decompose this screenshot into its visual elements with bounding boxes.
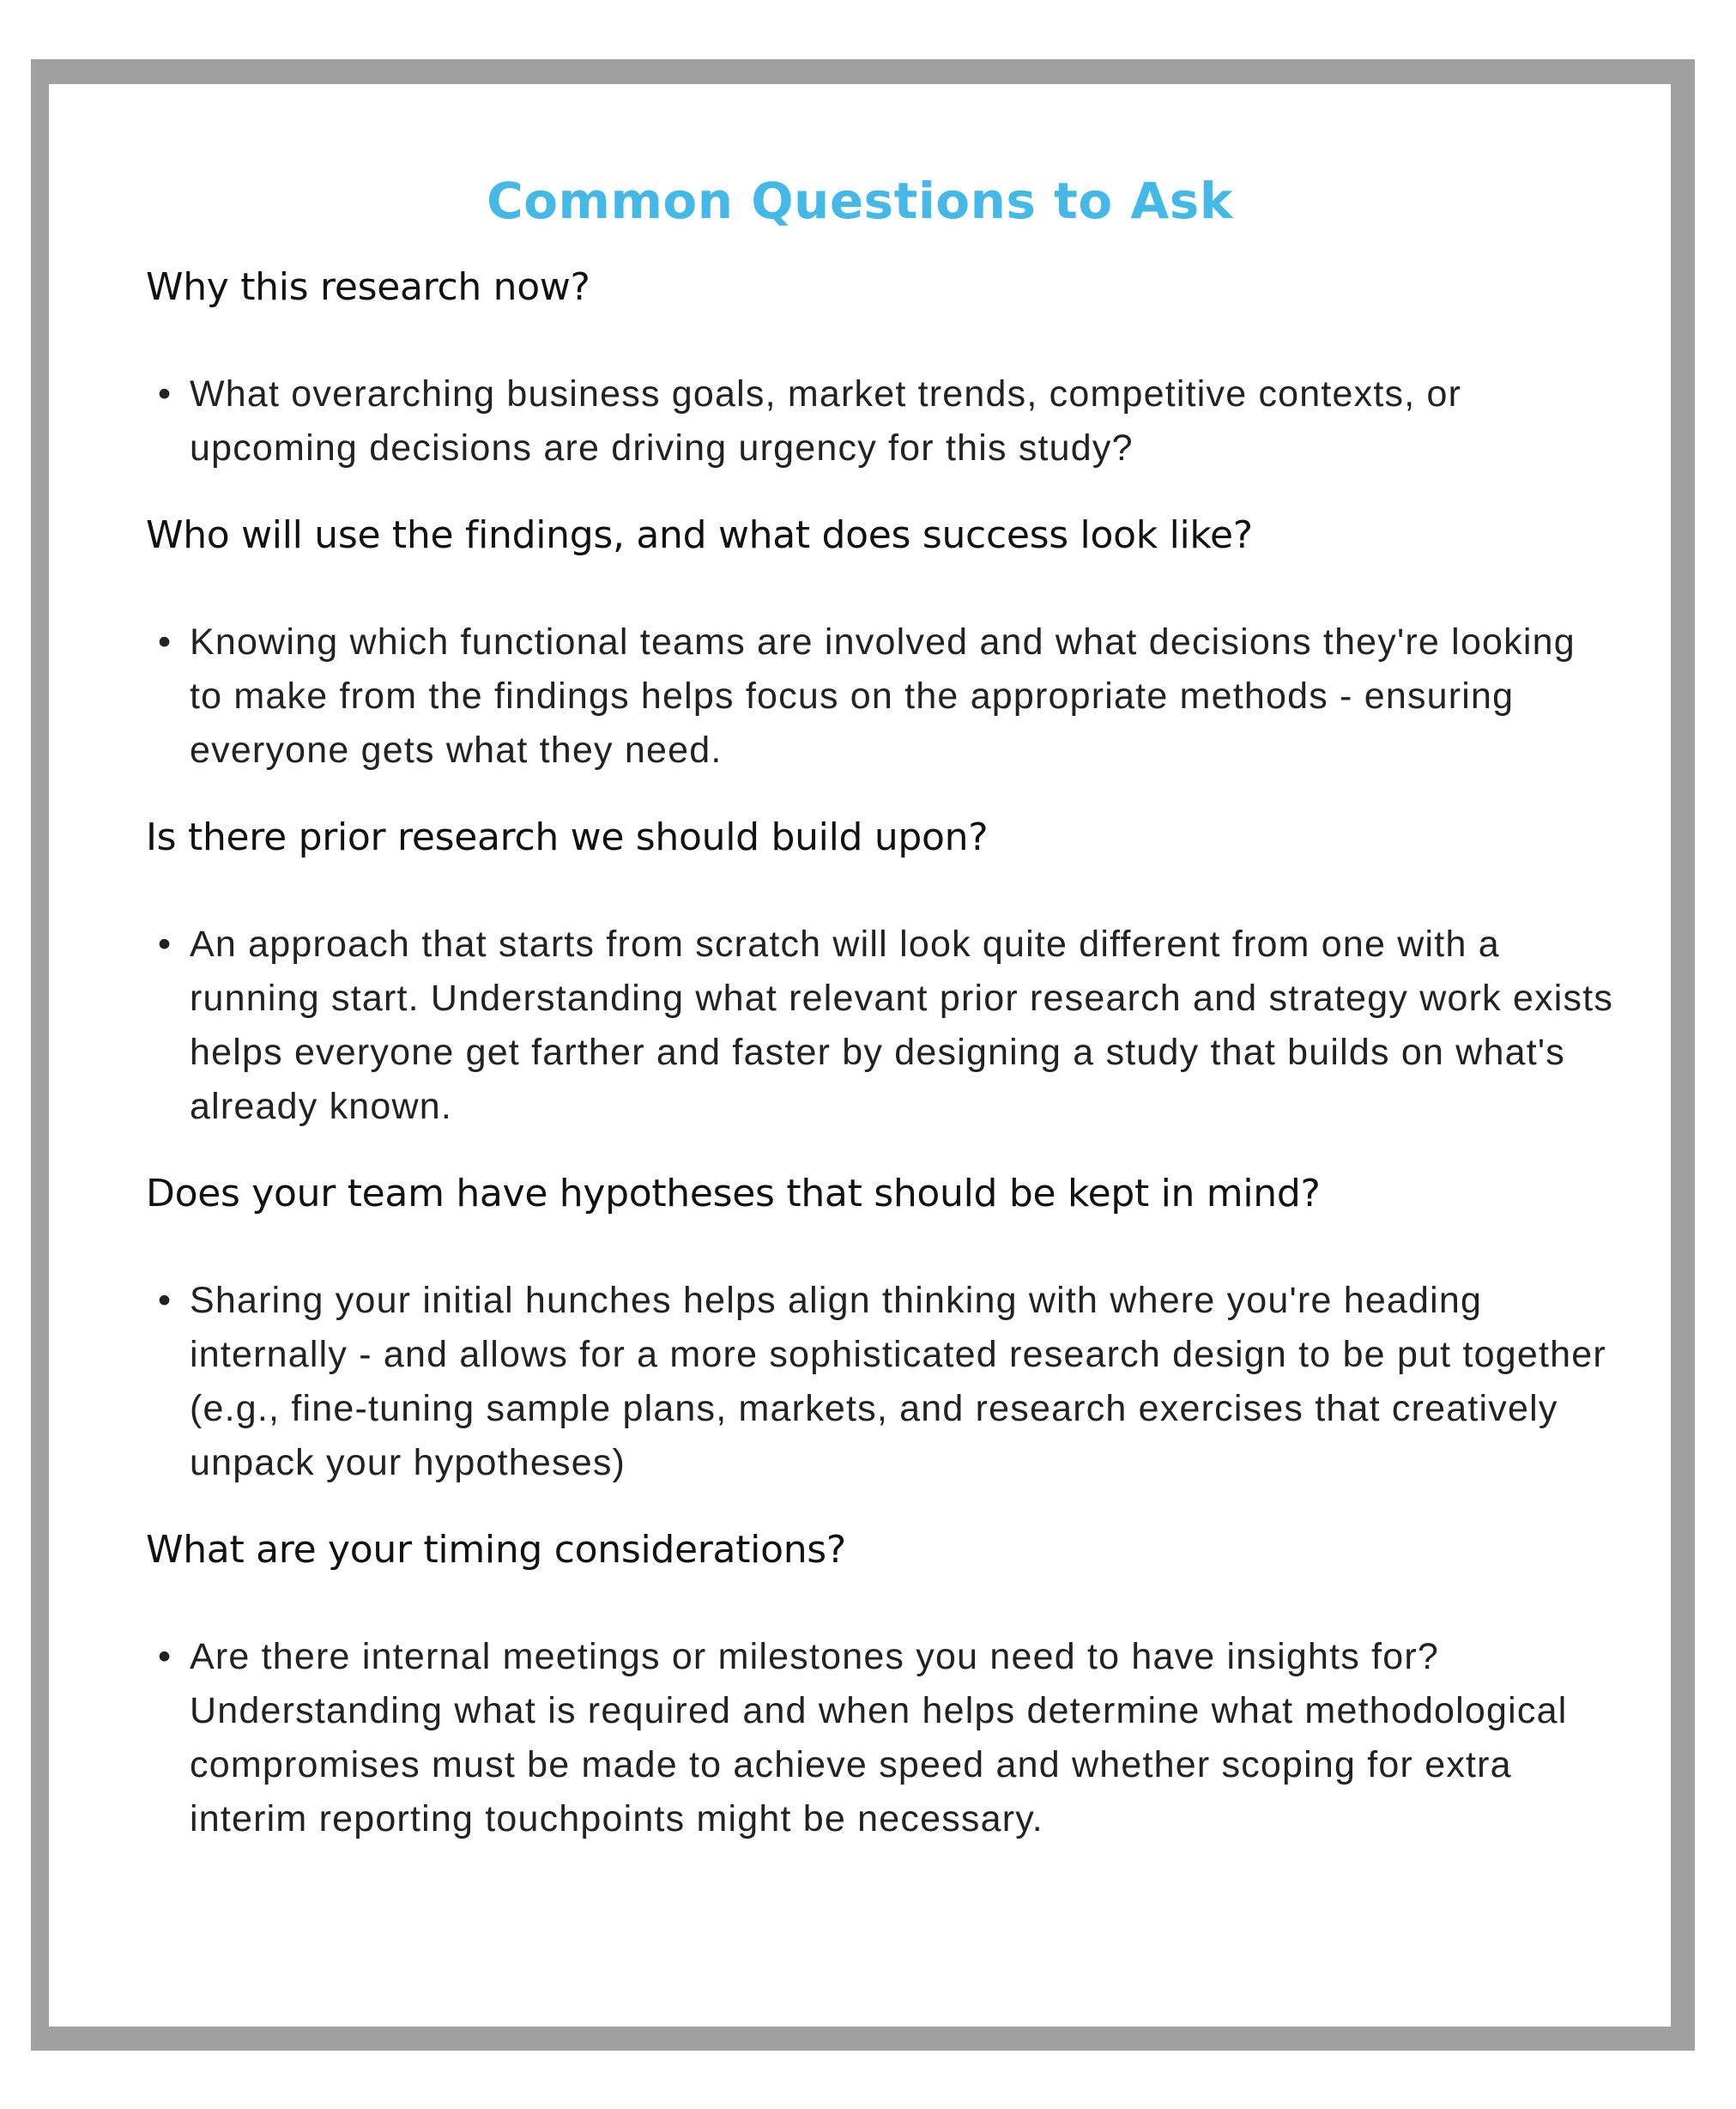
bullet-icon: • (158, 1280, 172, 1321)
answer-bullet (146, 1630, 1619, 1846)
answer-text: Are there internal meetings or milestones you need to have insights for? Understanding what is required and when helps determine what methodological compromises must be made to achieve speed and whether scoping for extra interim reporting touchpoints might be necessary. (190, 1636, 1568, 1839)
answer-bullet (146, 918, 1619, 1134)
question-heading: Who will use the findings, and what does success look like? (146, 513, 1253, 557)
document-card (49, 84, 1671, 2027)
answer-bullet (146, 615, 1619, 778)
page-title: Common Questions to Ask (487, 172, 1233, 230)
question-section (146, 1167, 1619, 1490)
bullet-icon: • (158, 924, 172, 965)
question-section (146, 1523, 1619, 1846)
questions-list (146, 260, 1619, 1879)
answer-text: Sharing your initial hunches helps align thinking with where you're heading internally - and allows for a more sophisticated research design to be put together (e.g., fine-tuning sample plans, markets, and research exercises that creatively unpack your hypotheses) (190, 1280, 1606, 1483)
bullet-icon: • (158, 1636, 172, 1677)
answer-bullet (146, 1274, 1619, 1490)
question-section (146, 260, 1619, 476)
question-heading: Is there prior research we should build upon? (146, 815, 989, 859)
bullet-icon: • (158, 373, 172, 415)
question-heading: Does your team have hypotheses that should be kept in mind? (146, 1172, 1321, 1215)
question-heading: Why this research now? (146, 265, 590, 309)
answer-text: What overarching business goals, market trends, competitive contexts, or upcoming decisions are driving urgency for this study? (190, 373, 1462, 469)
question-section (146, 810, 1619, 1134)
question-section (146, 508, 1619, 778)
document-frame (31, 59, 1695, 2051)
bullet-icon: • (158, 621, 172, 663)
answer-text: An approach that starts from scratch will look quite different from one with a running start. Understanding what relevant prior research and strategy work exists helps everyone get farther and faster by designing a study that builds on what's already known. (190, 924, 1614, 1127)
answer-bullet (146, 367, 1619, 476)
question-heading: What are your timing considerations? (146, 1528, 846, 1572)
answer-text: Knowing which functional teams are involved and what decisions they're looking to make from the findings helps focus on the appropriate methods - ensuring everyone gets what they need. (190, 621, 1576, 771)
